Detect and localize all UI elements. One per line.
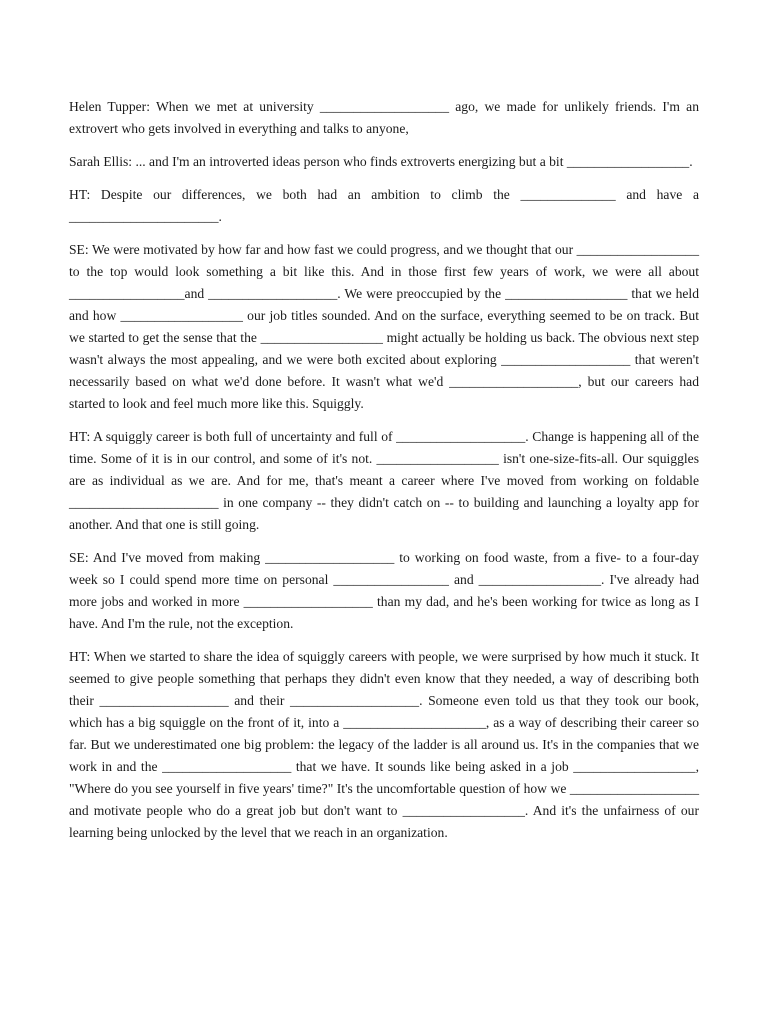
paragraph-2: Sarah Ellis: ... and I'm an introverted ideas person who finds extroverts energizing but a bit __________________.	[69, 154, 693, 169]
paragraph-3: HT: Despite our differences, we both had an ambition to climb the ______________ and have a ______________________.	[69, 187, 699, 224]
paragraph-1: Helen Tupper: When we met at university ___________________ ago, we made for unlikely friends. I'm an extrovert who gets involved in everything and talks to anyone,	[69, 99, 699, 136]
paragraph-6: SE: And I've moved from making ___________________ to working on food waste, from a five- to a four-day week so I could spend more time on personal _________________ and __________________. I've already had more jobs and worked in more ___________________ than my dad, and he's been working for twice as long as I have. And I'm the rule, not the exception.	[69, 550, 699, 631]
paragraph-4: SE: We were motivated by how far and how fast we could progress, and we thought that our __________________ to the top would look something a bit like this. And in those first few years of work, we were all about _________________and ___________________. We were preoccupied by the __________________ that we held and how __________________ our job titles sounded. And on the surface, everything seemed to be on track. But we started to get the sense that the __________________ might actually be holding us back. The obvious next step wasn't always the most appealing, and we were both excited about exploring ___________________ that weren't necessarily based on what we'd done before. It wasn't what we'd ___________________, but our careers had started to look and feel much more like this. Squiggly.	[69, 242, 699, 411]
paragraph-7: HT: When we started to share the idea of squiggly careers with people, we were surprised by how much it stuck. It seemed to give people something that perhaps they didn't even know that they needed, a way of describing both their ___________________ and their ___________________. Someone even told us that they took our book, which has a big squiggle on the front of it, into a _____________________, as a way of describing their career so far. But we underestimated one big problem: the legacy of the ladder is all around us. It's in the companies that we work in and the ___________________ that we have. It sounds like being asked in a job __________________, "Where do you see yourself in five years' time?" It's the uncomfortable question of how we ___________________ and motivate people who do a great job but don't want to __________________. And it's the unfairness of our learning being unlocked by the level that we reach in an organization.	[69, 649, 699, 840]
paragraph-5: HT: A squiggly career is both full of uncertainty and full of ___________________. Change is happening all of the time. Some of it is in our control, and some of it's not. __________________ isn't one-size-fits-all. Our squiggles are as individual as we are. And for me, that's meant a career where I've moved from working on foldable ______________________ in one company -- they didn't catch on -- to building and launching a loyalty app for another. And that one is still going.	[69, 429, 699, 532]
document-page	[69, 96, 699, 855]
